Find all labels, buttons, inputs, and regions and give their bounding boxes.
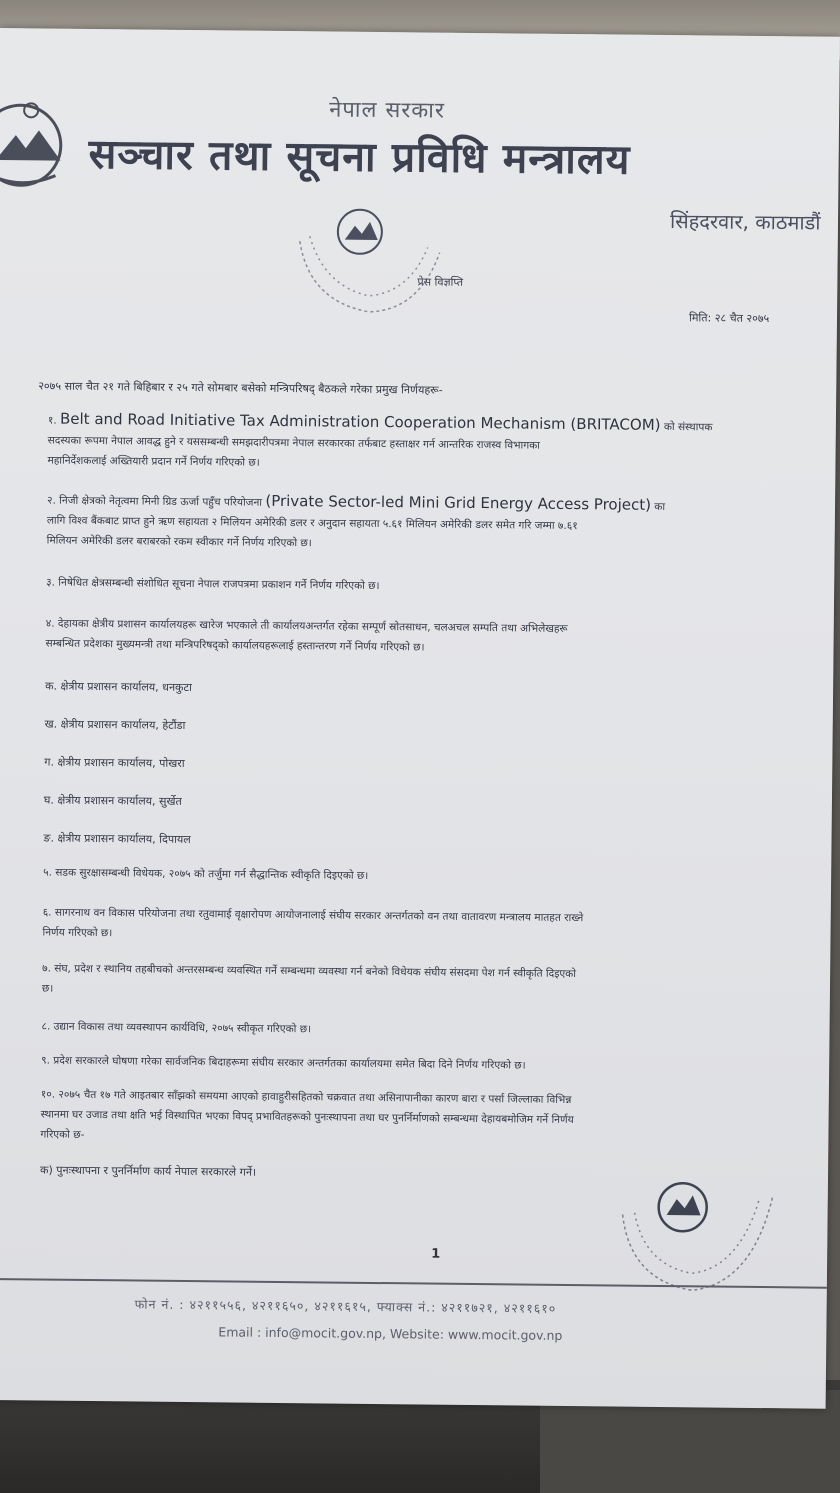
decision-6: ६. सागरनाथ वन विकास परियोजना तथा रतुवामाई वृक्षारोपण आयोजनालाई संघीय सरकार अन्तर्गतको वन तथा वातावरण मन्त्रालय मातहत राख्ने निर्णय गरिएको छ। <box>42 906 584 940</box>
decision-10-subitem: क) पुनःस्थापना र पुनर्निर्माण कार्य नेपाल सरकारले गर्ने। <box>39 1163 257 1179</box>
press-release-page <box>0 28 840 1409</box>
official-stamp-icon <box>612 1154 784 1306</box>
decision-1: १. Belt and Road Initiative Tax Administration Cooperation Mechanism (BRITACOM) को संस्थापक सदस्यका रूपमा नेपाल आवद्ध हुने र यससम्बन्धी समझदारीपत्रमा नेपाल सरकारका तर्फबाट हस्ताक्षर गर्न आन्तरिक राजस्व विभागका महानिर्देशकलाई अख्तियारी प्रदान गर्ने निर्णय गरिएको छ। <box>47 409 713 469</box>
office-item: ख. क्षेत्रीय प्रशासन कार्यालय, हेटौंडा <box>44 717 186 732</box>
office-item: ङ. क्षेत्रीय प्रशासन कार्यालय, दिपायल <box>43 831 191 847</box>
footer-contact-email: Email : info@mocit.gov.np, Website: www.mocit.gov.np <box>218 1324 563 1343</box>
decision-8: ८. उद्यान विकास तथा व्यवस्थापन कार्यविधि, २०७५ स्वीकृत गरिएको छ। <box>41 1020 312 1036</box>
nepal-emblem-icon <box>0 90 71 201</box>
press-release-label: प्रेस विज्ञप्ति <box>417 275 464 289</box>
ministry-name: सञ्चार तथा सूचना प्रविधि मन्त्रालय <box>88 129 631 184</box>
page-number: 1 <box>431 1246 441 1262</box>
government-name: नेपाल सरकार <box>329 97 446 124</box>
office-location: सिंहदरवार, काठमाडौं <box>669 209 821 235</box>
release-date: मिति: २८ चैत २०७५ <box>688 311 770 326</box>
office-item: क. क्षेत्रीय प्रशासन कार्यालय, धनकुटा <box>45 679 193 695</box>
office-item: ग. क्षेत्रीय प्रशासन कार्यालय, पोखरा <box>44 755 185 770</box>
decision-2: २. निजी क्षेत्रको नेतृत्वमा मिनी ग्रिड ऊर्जा पहुँच परियोजना (Private Sector-led Mini Grid Energy Access Project) का लागि विश्व बैंकबाट प्राप्त हुने ऋण सहायता २ मिलियन अमेरिकी डलर र अनुदान सहायता ५.६१ मिलियन अमेरिकी डलर समेत गरि जम्मा ७.६१ मिलियन अमेरिकी डलर बराबरको रकम स्वीकार गर्ने निर्णय गरिएको छ। <box>46 491 666 550</box>
decision-9: ९. प्रदेश सरकारले घोषणा गरेका सार्वजनिक बिदाहरूमा संघीय सरकार अन्तर्गतका कार्यालयमा समेत बिदा दिने निर्णय गरिएको छ। <box>41 1054 526 1072</box>
decision-5: ५. सडक सुरक्षासम्बन्धी विधेयक, २०७५ को तर्जुमा गर्न सैद्धान्तिक स्वीकृति दिइएको छ। <box>43 866 369 882</box>
intro-text: २०७५ साल चैत २१ गते बिहिबार र २५ गते सोमबार बसेको मन्त्रिपरिषद् बैठकले गरेका प्रमुख निर्णयहरू- <box>38 379 443 397</box>
footer-contact-phone: फोन नं. : ४२११५५६, ४२११६५०, ४२११६१५, फ्याक्स नं.: ४२११७२१, ४२११६१० <box>134 1296 557 1316</box>
decision-3: ३. निषेधित क्षेत्रसम्बन्धी संशोधित सूचना नेपाल राजपत्रमा प्रकाशन गर्ने निर्णय गरिएको छ। <box>46 576 380 593</box>
office-item: घ. क्षेत्रीय प्रशासन कार्यालय, सुर्खेत <box>43 793 182 808</box>
decision-4: ४. देहायका क्षेत्रीय प्रशासन कार्यालयहरू खारेज भएकाले ती कार्यालयअन्तर्गत रहेका सम्पूर्ण स्रोतसाधन, चलअचल सम्पति तथा अभिलेखहरू सम्बन्धित प्रदेशका मुख्यमन्त्री तथा मन्त्रिपरिषद्को कार्यालयहरूलाई हस्तान्तरण गर्ने निर्णय गरिएको छ। <box>45 617 568 654</box>
decision-7: ७. संघ, प्रदेश र स्थानिय तहबीचको अन्तरसम्बन्ध व्यवस्थित गर्ने सम्बन्धमा व्यवस्था गर्न बनेको विधेयक संघीय संसदमा पेश गर्न स्वीकृति दिइएको छ। <box>41 962 577 995</box>
decision-10: १०. २०७५ चैत १७ गते आइतबार साँझको समयमा आएको हावाहुरीसहितको चक्रवात तथा असिनापानीका कारण बारा र पर्सा जिल्लाका विभिन्न स्थानमा घर उजाड तथा क्षति भई विस्थापित भएका विपद् प्रभावितहरूको पुनःस्थापना तथा घर पुनर्निर्माणको सम्बन्धमा देहायबमोजिम गर्ने निर्णय गरिएको छ- <box>40 1088 574 1141</box>
official-stamp-icon <box>289 191 470 333</box>
